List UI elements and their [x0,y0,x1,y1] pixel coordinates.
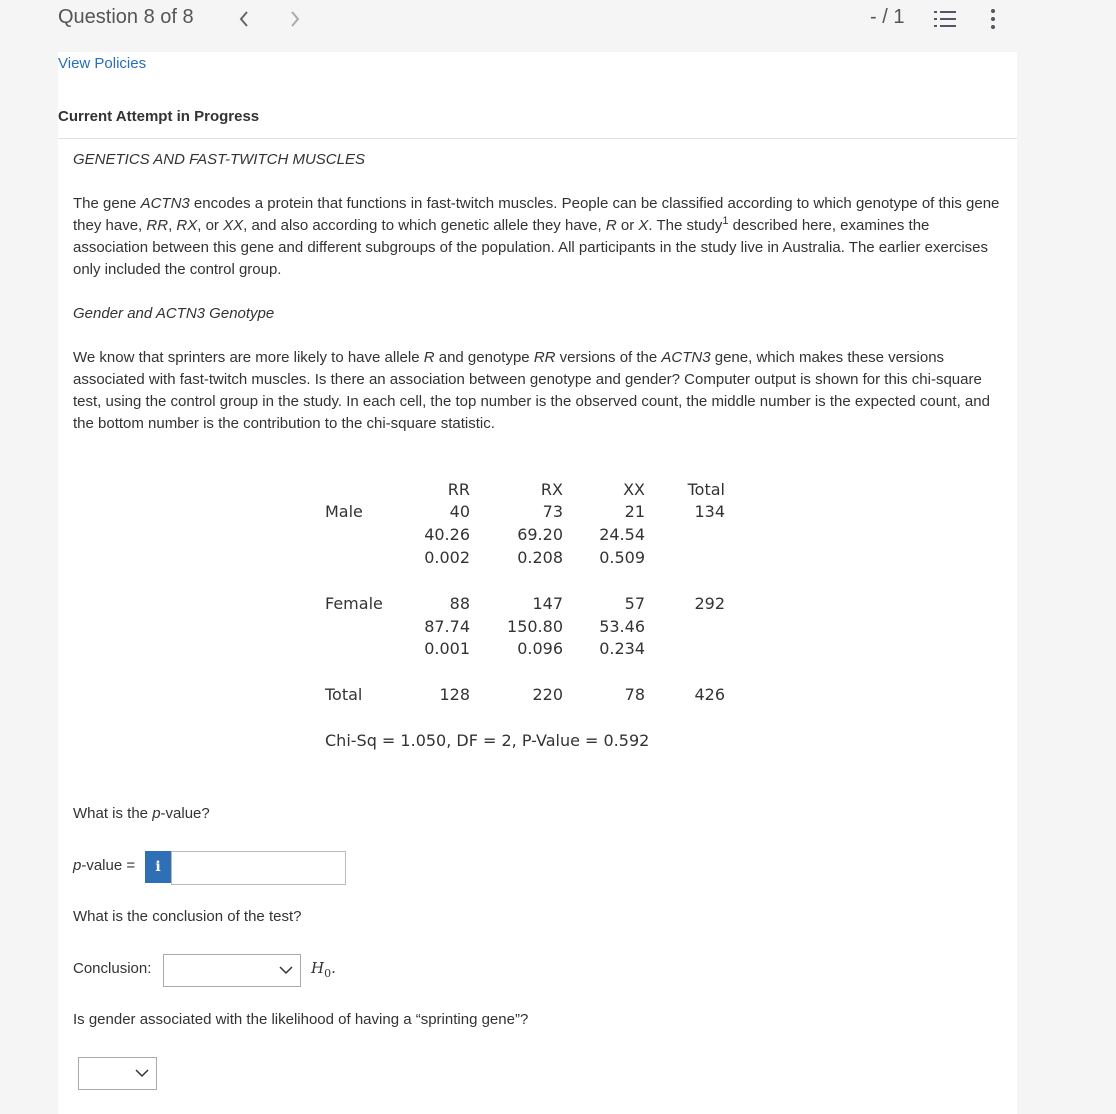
male-xx-contrib: 0.509 [599,548,645,567]
divider [58,138,1017,139]
female-xx-contrib: 0.234 [599,639,645,658]
more-vertical-icon[interactable] [984,8,1002,30]
association-select[interactable] [78,1057,157,1090]
next-question-button[interactable] [289,6,301,34]
male-rr-contrib: 0.002 [424,548,470,567]
info-icon[interactable]: i [145,851,171,883]
male-xx-observed: 21 [624,502,645,521]
male-rx-contrib: 0.208 [517,548,563,567]
female-rr-contrib: 0.001 [424,639,470,658]
question-conclusion: What is the conclusion of the test? [73,908,302,925]
total-rx: 220 [532,685,563,704]
attempt-status: Current Attempt in Progress [58,108,260,125]
male-rr-observed: 40 [449,502,470,521]
score: - / 1 [870,6,905,28]
male-rr-expected: 40.26 [424,525,470,544]
footnote-marker[interactable]: 1 [722,215,729,227]
female-rr-observed: 88 [449,594,470,613]
null-hypothesis-symbol: $H_0$. [311,959,336,980]
male-total: 134 [694,502,725,521]
male-rx-expected: 69.20 [517,525,563,544]
numbered-list-icon[interactable] [934,8,956,30]
female-total: 292 [694,594,725,613]
question-pvalue: What is the p-value? [73,805,210,822]
pvalue-input[interactable] [171,851,346,885]
female-rr-expected: 87.74 [424,617,470,636]
conclusion-select[interactable] [163,954,301,987]
male-rx-observed: 73 [542,502,563,521]
male-xx-expected: 24.54 [599,525,645,544]
col-header-total: Total [687,480,725,499]
intro-paragraph: The gene ACTN3 encodes a protein that functions in fast-twitch muscles. People can be classified according to which genotype of this gene they have, RR, RX, or XX, and also according to which genetic allele they have, R or X. The study$^1$ described here, examines the association between this gene and different subgroups of the population. All participants in the study live in Australia. The earlier exercises only included the control group. [73,195,1000,278]
question-title: Question 8 of 8 [58,6,194,28]
chi-square-summary: Chi-Sq = 1.050, DF = 2, P-Value = 0.592 [325,731,650,750]
female-rx-observed: 147 [532,594,563,613]
female-xx-expected: 53.46 [599,617,645,636]
top-bar [0,0,1116,38]
col-header-rr: RR [447,480,470,499]
female-rx-expected: 150.80 [507,617,563,636]
subsection-title: Gender and ACTN3 Genotype [73,305,275,322]
row-label-female: Female [325,594,383,613]
view-policies-link[interactable]: View Policies [58,55,147,72]
chevron-left-icon [238,10,250,28]
grand-total: 426 [694,685,725,704]
question-paragraph: We know that sprinters are more likely to have allele R and genotype RR versions of the ACTN3 gene, which makes these versions associated with fast-twitch muscles. Is there an association between genotype and gender? Computer output is shown for this chi-square test, using the control group in the study. In each cell, the top number is the observed count, the middle number is the expected count, and the bottom number is the contribution to the chi-square statistic. [73,349,990,432]
female-rx-contrib: 0.096 [517,639,563,658]
female-xx-observed: 57 [624,594,645,613]
row-label-male: Male [325,502,363,521]
row-label-total: Total [325,685,363,704]
chevron-right-icon [289,10,301,28]
total-xx: 78 [624,685,645,704]
previous-question-button[interactable] [238,6,250,34]
section-title: GENETICS AND FAST-TWITCH MUSCLES [73,151,365,168]
pvalue-label: p-value = [73,857,136,874]
col-header-xx: XX [623,480,645,499]
conclusion-label: Conclusion: [73,960,152,977]
chevron-down-icon [134,1065,150,1081]
chevron-down-icon [278,962,294,978]
total-rr: 128 [439,685,470,704]
chi-square-output [325,480,745,760]
col-header-rx: RX [540,480,563,499]
question-association: Is gender associated with the likelihood of having a “sprinting gene”? [73,1011,529,1028]
